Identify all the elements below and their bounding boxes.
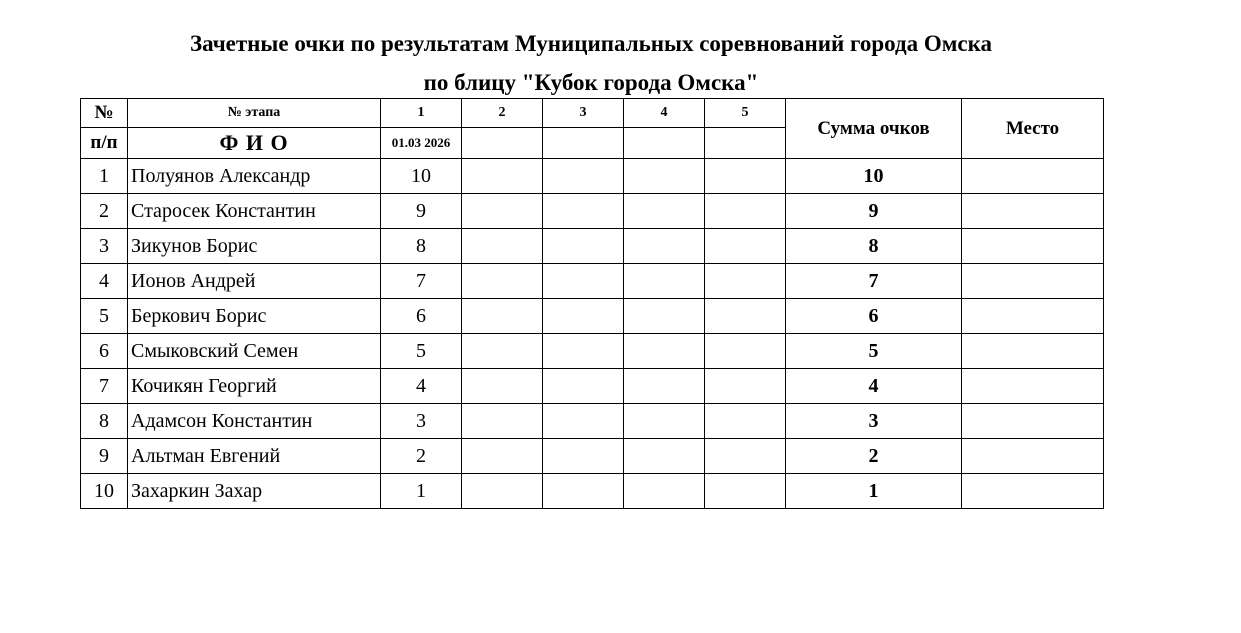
player-name: Зикунов Борис xyxy=(128,229,381,264)
stage-1-date: 01.03 2026 xyxy=(381,128,462,159)
stage-4-score xyxy=(624,229,705,264)
col-header-fio: Ф И О xyxy=(128,128,381,159)
place-cell xyxy=(962,299,1104,334)
table-row xyxy=(81,334,1104,369)
player-name: Альтман Евгений xyxy=(128,439,381,474)
stage-3-score xyxy=(543,474,624,509)
place-cell xyxy=(962,334,1104,369)
total-score: 4 xyxy=(786,369,962,404)
player-name: Кочикян Георгий xyxy=(128,369,381,404)
row-number: 9 xyxy=(81,439,128,474)
place-cell xyxy=(962,404,1104,439)
stage-4-score xyxy=(624,404,705,439)
total-score: 9 xyxy=(786,194,962,229)
row-number: 1 xyxy=(81,159,128,194)
stage-2-score xyxy=(462,334,543,369)
stage-4-score xyxy=(624,264,705,299)
place-cell xyxy=(962,229,1104,264)
row-number: 3 xyxy=(81,229,128,264)
stage-1-score: 9 xyxy=(381,194,462,229)
col-header-stage: № этапа xyxy=(128,99,381,128)
stage-2-score xyxy=(462,159,543,194)
stage-5-score xyxy=(705,369,786,404)
table-row xyxy=(81,439,1104,474)
col-header-stage-1: 1 xyxy=(381,99,462,128)
stage-2-date xyxy=(462,128,543,159)
document-title-line-2: по блицу "Кубок города Омска" xyxy=(423,70,759,95)
stage-3-score xyxy=(543,229,624,264)
stage-3-score xyxy=(543,194,624,229)
stage-4-score xyxy=(624,299,705,334)
stage-2-score xyxy=(462,194,543,229)
header-row-stages xyxy=(81,99,1104,128)
row-number: 10 xyxy=(81,474,128,509)
stage-3-score xyxy=(543,334,624,369)
stage-1-score: 7 xyxy=(381,264,462,299)
stage-2-score xyxy=(462,264,543,299)
stage-3-score xyxy=(543,299,624,334)
stage-4-score xyxy=(624,474,705,509)
player-name: Полуянов Александр xyxy=(128,159,381,194)
stage-1-score: 8 xyxy=(381,229,462,264)
stage-4-score xyxy=(624,334,705,369)
col-header-stage-4: 4 xyxy=(624,99,705,128)
stage-5-score xyxy=(705,194,786,229)
table-row xyxy=(81,369,1104,404)
col-header-stage-3: 3 xyxy=(543,99,624,128)
stage-3-score xyxy=(543,159,624,194)
stage-1-score: 2 xyxy=(381,439,462,474)
row-number: 6 xyxy=(81,334,128,369)
stage-3-date xyxy=(543,128,624,159)
stage-1-score: 5 xyxy=(381,334,462,369)
table-row xyxy=(81,264,1104,299)
stage-2-score xyxy=(462,439,543,474)
place-cell xyxy=(962,264,1104,299)
stage-2-score xyxy=(462,229,543,264)
player-name: Захаркин Захар xyxy=(128,474,381,509)
col-header-place: Место xyxy=(962,99,1104,159)
stage-3-score xyxy=(543,369,624,404)
row-number: 8 xyxy=(81,404,128,439)
place-cell xyxy=(962,159,1104,194)
total-score: 10 xyxy=(786,159,962,194)
player-name: Старосек Константин xyxy=(128,194,381,229)
stage-5-score xyxy=(705,439,786,474)
stage-4-score xyxy=(624,194,705,229)
table-row xyxy=(81,404,1104,439)
player-name: Беркович Борис xyxy=(128,299,381,334)
col-header-number-sub: п/п xyxy=(81,128,128,159)
row-number: 7 xyxy=(81,369,128,404)
stage-2-score xyxy=(462,369,543,404)
stage-4-score xyxy=(624,159,705,194)
total-score: 2 xyxy=(786,439,962,474)
total-score: 7 xyxy=(786,264,962,299)
table-row xyxy=(81,229,1104,264)
row-number: 4 xyxy=(81,264,128,299)
row-number: 2 xyxy=(81,194,128,229)
stage-2-score xyxy=(462,474,543,509)
stage-2-score xyxy=(462,404,543,439)
stage-1-score: 6 xyxy=(381,299,462,334)
player-name: Адамсон Константин xyxy=(128,404,381,439)
col-header-number: № xyxy=(81,99,128,128)
stage-4-score xyxy=(624,369,705,404)
document-title-line-1: Зачетные очки по результатам Муниципальных соревнований города Омска xyxy=(189,31,993,56)
stage-1-score: 3 xyxy=(381,404,462,439)
row-number: 5 xyxy=(81,299,128,334)
player-name: Ионов Андрей xyxy=(128,264,381,299)
stage-5-score xyxy=(705,404,786,439)
stage-4-date xyxy=(624,128,705,159)
place-cell xyxy=(962,474,1104,509)
stage-5-score xyxy=(705,159,786,194)
place-cell xyxy=(962,439,1104,474)
stage-5-date xyxy=(705,128,786,159)
stage-5-score xyxy=(705,474,786,509)
total-score: 8 xyxy=(786,229,962,264)
stage-5-score xyxy=(705,334,786,369)
col-header-stage-2: 2 xyxy=(462,99,543,128)
col-header-stage-5: 5 xyxy=(705,99,786,128)
place-cell xyxy=(962,194,1104,229)
total-score: 5 xyxy=(786,334,962,369)
total-score: 1 xyxy=(786,474,962,509)
stage-1-score: 10 xyxy=(381,159,462,194)
total-score: 3 xyxy=(786,404,962,439)
stage-3-score xyxy=(543,404,624,439)
stage-3-score xyxy=(543,264,624,299)
stage-3-score xyxy=(543,439,624,474)
stage-5-score xyxy=(705,299,786,334)
table-row xyxy=(81,194,1104,229)
stage-5-score xyxy=(705,264,786,299)
stage-2-score xyxy=(462,299,543,334)
table-row xyxy=(81,474,1104,509)
total-score: 6 xyxy=(786,299,962,334)
stage-1-score: 4 xyxy=(381,369,462,404)
table-row xyxy=(81,299,1104,334)
col-header-sum: Сумма очков xyxy=(786,99,962,159)
stage-5-score xyxy=(705,229,786,264)
table-row xyxy=(81,159,1104,194)
place-cell xyxy=(962,369,1104,404)
stage-4-score xyxy=(624,439,705,474)
stage-1-score: 1 xyxy=(381,474,462,509)
player-name: Смыковский Семен xyxy=(128,334,381,369)
results-table xyxy=(80,98,1104,509)
